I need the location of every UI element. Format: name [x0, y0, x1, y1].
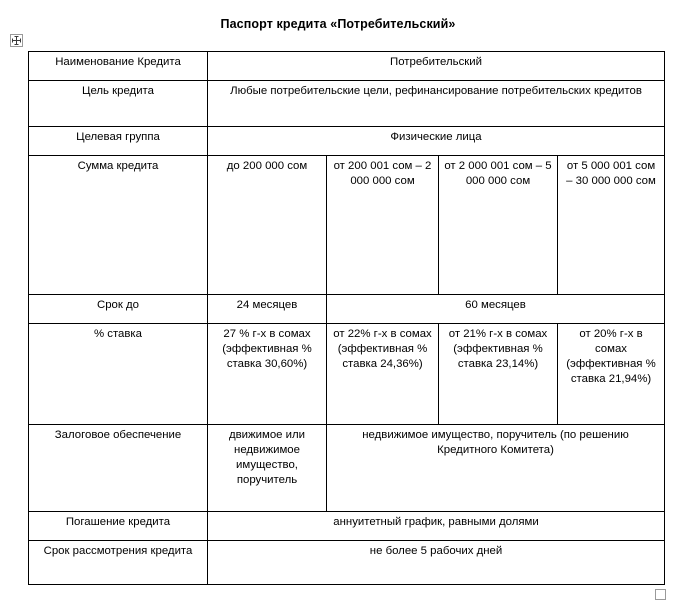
row-value-rate-tier4: от 20% г-х в сомах (эффективная % ставка 21,94%) — [558, 324, 665, 425]
row-label-review: Срок рассмотрения кредита — [29, 541, 208, 585]
table-row — [29, 52, 665, 81]
row-label-amount: Сумма кредита — [29, 156, 208, 295]
row-value-amount-tier2: от 200 001 сом – 2 000 000 сом — [327, 156, 439, 295]
table-row — [29, 324, 665, 425]
row-label-rate: % ставка — [29, 324, 208, 425]
table-move-handle-icon[interactable] — [10, 34, 23, 47]
table-row — [29, 512, 665, 541]
page-title: Паспорт кредита «Потребительский» — [220, 17, 456, 31]
table-row — [29, 156, 665, 295]
table-row — [29, 425, 665, 512]
row-label-collateral: Залоговое обеспечение — [29, 425, 208, 512]
row-value-rate-tier1: 27 % г-х в сомах (эффективная % ставка 30,60%) — [208, 324, 327, 425]
row-value-goal: Любые потребительские цели, рефинансирование потребительских кредитов — [208, 81, 665, 127]
table-row — [29, 127, 665, 156]
row-value-repayment: аннуитетный график, равными долями — [208, 512, 665, 541]
row-value-amount-tier3: от 2 000 001 сом – 5 000 000 сом — [439, 156, 558, 295]
row-value-amount-tier1: до 200 000 сом — [208, 156, 327, 295]
row-value-rate-tier3: от 21% г-х в сомах (эффективная % ставка 23,14%) — [439, 324, 558, 425]
row-label-repayment: Погашение кредита — [29, 512, 208, 541]
row-label-name: Наименование Кредита — [29, 52, 208, 81]
table-row — [29, 81, 665, 127]
row-value-amount-tier4: от 5 000 001 сом – 30 000 000 сом — [558, 156, 665, 295]
row-value-term-rest: 60 месяцев — [327, 295, 665, 324]
row-value-collateral-tier1: движимое или недвижимое имущество, поручитель — [208, 425, 327, 512]
row-value-review: не более 5 рабочих дней — [208, 541, 665, 585]
row-label-group: Целевая группа — [29, 127, 208, 156]
table-row — [29, 541, 665, 585]
row-value-group: Физические лица — [208, 127, 665, 156]
row-value-term-tier1: 24 месяцев — [208, 295, 327, 324]
table-resize-handle-icon[interactable] — [655, 589, 666, 600]
row-value-collateral-rest: недвижимое имущество, поручитель (по решению Кредитного Комитета) — [327, 425, 665, 512]
table-row — [29, 295, 665, 324]
row-value-name: Потребительский — [208, 52, 665, 81]
credit-passport-table — [28, 51, 665, 585]
row-label-term: Срок до — [29, 295, 208, 324]
row-label-goal: Цель кредита — [29, 81, 208, 127]
row-value-rate-tier2: от 22% г-х в сомах (эффективная % ставка 24,36%) — [327, 324, 439, 425]
